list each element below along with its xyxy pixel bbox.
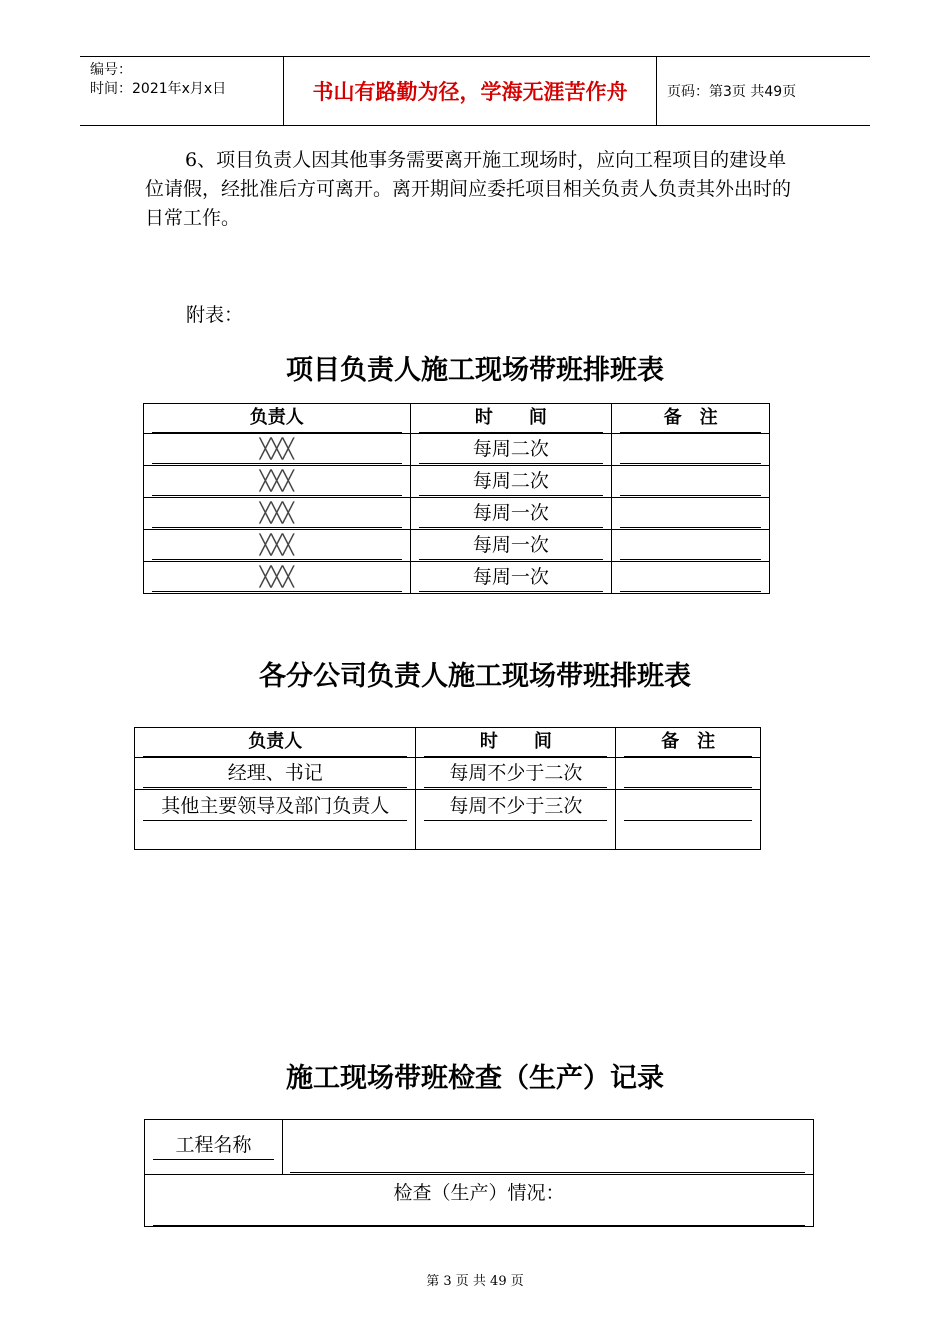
header-page-info: 页码：第3页 共49页 [667, 84, 797, 100]
table2-header-time: 时 间 [424, 728, 607, 757]
project-name-value-line [290, 1172, 805, 1173]
table1 [143, 403, 770, 594]
table1-header-row [144, 404, 770, 434]
record-title: 施工现场带班检查（生产）记录 [286, 1063, 664, 1094]
number-label: 编号： [90, 62, 132, 78]
table2-time: 每周不少于三次 [424, 792, 607, 821]
table2-person: 其他主要领导及部门负责人 [143, 790, 407, 821]
table-row [135, 758, 761, 790]
time-label: 时间：2021年x月x日 [90, 81, 227, 97]
table1-remark [620, 563, 761, 592]
table1-time: 每周一次 [419, 563, 604, 592]
table-row [135, 790, 761, 850]
table1-header-remark: 备 注 [620, 404, 761, 433]
body-paragraph: 6、项目负责人因其他事务需要离开施工现场时，应向工程项目的建设单位请假，经批准后方可离开。离开期间应委托项目相关负责人负责其外出时的日常工作。 [145, 149, 792, 229]
record-row-project [145, 1120, 813, 1175]
table1-header-person: 负责人 [152, 404, 402, 433]
table1-header-time: 时 间 [419, 404, 604, 433]
table1-remark [620, 531, 761, 560]
table2-header-remark: 备 注 [624, 728, 752, 757]
table2-header-person: 负责人 [143, 728, 407, 757]
table2 [134, 727, 761, 850]
table-row [144, 466, 770, 498]
check-status-value-line [153, 1225, 805, 1226]
table1-person: ╳╳╳ [152, 563, 402, 592]
table-row [144, 562, 770, 594]
header-motto: 书山有路勤为径，学海无涯苦作舟 [283, 57, 657, 125]
table-row [144, 434, 770, 466]
table1-title: 项目负责人施工现场带班排班表 [286, 355, 664, 386]
table1-time: 每周一次 [419, 531, 604, 560]
table1-person: ╳╳╳ [152, 531, 402, 560]
table2-remark [624, 759, 752, 788]
table2-remark [624, 792, 752, 821]
table1-time: 每周一次 [419, 499, 604, 528]
table1-person: ╳╳╳ [152, 467, 402, 496]
check-status-label: 检查（生产）情况： [393, 1182, 565, 1204]
table1-time: 每周二次 [419, 467, 604, 496]
table2-title: 各分公司负责人施工现场带班排班表 [259, 661, 691, 692]
table1-remark [620, 499, 761, 528]
table2-person: 经理、书记 [143, 759, 407, 788]
table1-person: ╳╳╳ [152, 435, 402, 464]
table1-remark [620, 435, 761, 464]
record-table [144, 1119, 814, 1227]
project-name-cell [145, 1120, 283, 1174]
project-name-label: 工程名称 [153, 1132, 274, 1160]
table-row [144, 498, 770, 530]
table2-time: 每周不少于二次 [424, 759, 607, 788]
table2-header-row [135, 728, 761, 758]
table1-remark [620, 467, 761, 496]
table-row [144, 530, 770, 562]
table1-person: ╳╳╳ [152, 499, 402, 528]
page-header [80, 56, 870, 126]
annex-label: 附表： [186, 304, 244, 326]
page-footer: 第 3 页 共 49 页 [426, 1274, 524, 1289]
header-left [80, 57, 283, 125]
table1-time: 每周二次 [419, 435, 604, 464]
